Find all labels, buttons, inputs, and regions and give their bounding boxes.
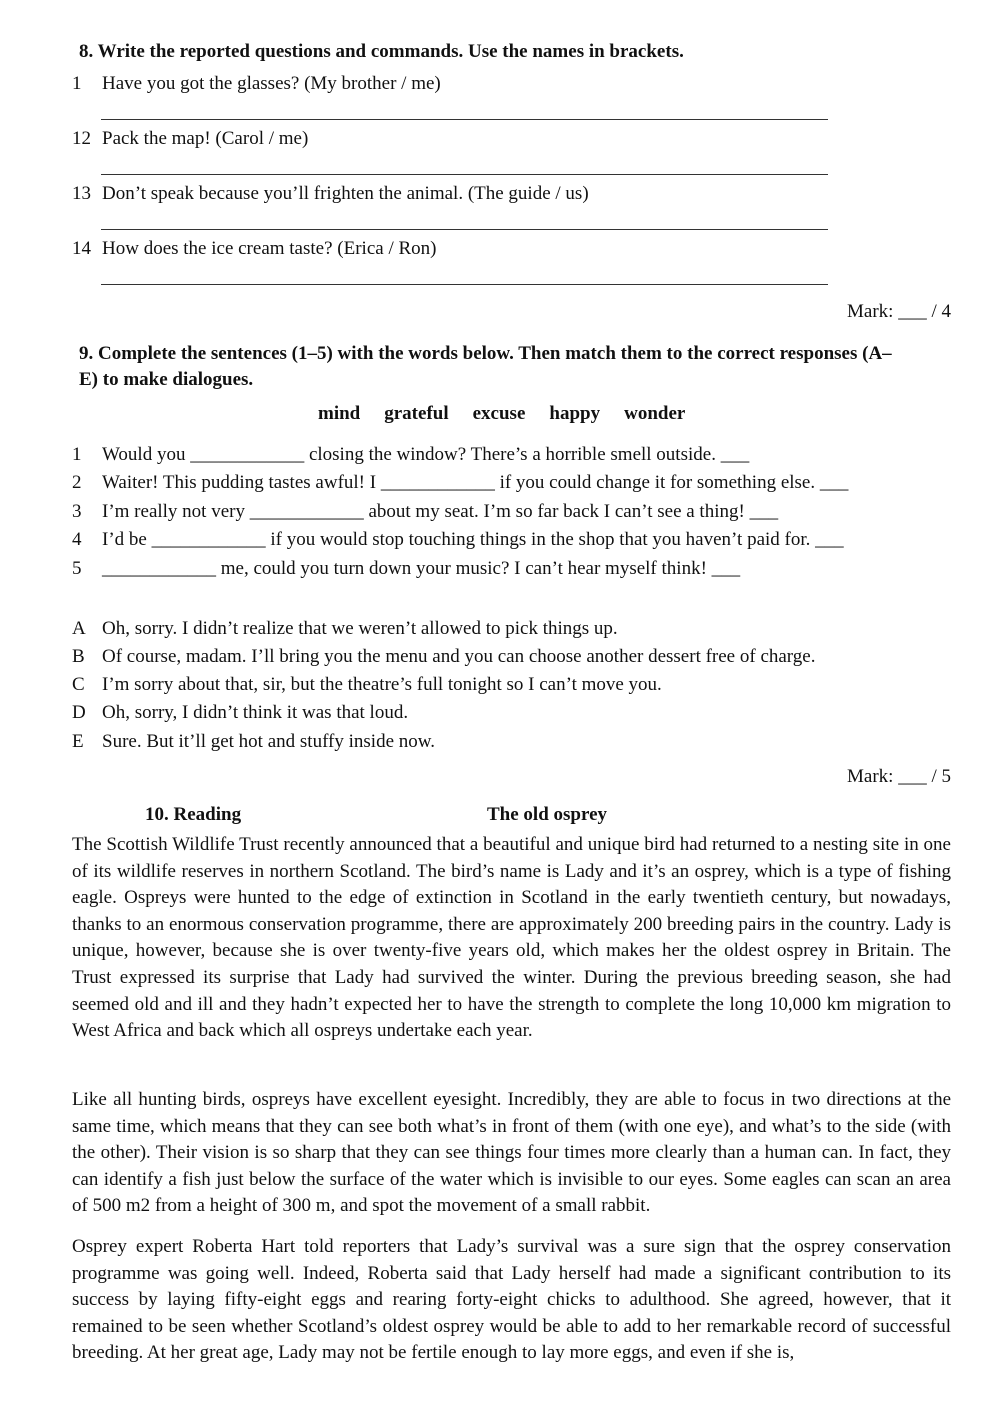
section9-heading-line2: E) to make dialogues. xyxy=(79,369,254,390)
response-letter: B xyxy=(72,646,85,667)
answer-line[interactable] xyxy=(101,119,828,120)
section9-mark: Mark: ___ / 5 xyxy=(847,766,951,787)
sentence-number: 2 xyxy=(72,472,82,493)
answer-line[interactable] xyxy=(101,284,828,285)
item-number: 14 xyxy=(72,238,91,259)
response-letter: D xyxy=(72,702,86,723)
word-bank-item: mind xyxy=(318,403,361,424)
word-bank-item: excuse xyxy=(472,403,526,424)
sentence-number: 4 xyxy=(72,529,82,550)
sentence-number: 3 xyxy=(72,501,82,522)
item-text: Pack the map! (Carol / me) xyxy=(102,128,309,149)
reading-title: The old osprey xyxy=(487,804,608,825)
section10-heading: 10. Reading xyxy=(145,804,242,825)
section8-heading: 8. Write the reported questions and commands. Use the names in brackets. xyxy=(79,41,684,62)
word-bank-item: grateful xyxy=(384,403,449,424)
item-number: 12 xyxy=(72,128,91,149)
word-bank-item: happy xyxy=(549,403,601,424)
sentence-number: 5 xyxy=(72,558,82,579)
item-number: 1 xyxy=(72,73,82,94)
sentence-number: 1 xyxy=(72,444,82,465)
response-letter: A xyxy=(72,618,86,639)
item-number: 13 xyxy=(72,183,91,204)
response-text: Of course, madam. I’ll bring you the menu and you can choose another dessert free of charge. xyxy=(102,646,816,667)
reading-paragraph: Like all hunting birds, ospreys have excellent eyesight. Incredibly, they are able to focus in two directions at the same time, which means that they can see both what’s in front of them (with one eye), and what’s to the side (with the other). Their vision is so sharp that they can see things four times more clearly than a human can. In fact, they can identify a fish just below the surface of the water which is invisible to our eyes. Some eagles can scan an area of 500 m2 from a height of 300 m, and spot the movement of a small rabbit. xyxy=(72,1089,951,1217)
item-text: Have you got the glasses? (My brother / me) xyxy=(102,73,441,94)
sentence-text[interactable]: Would you ____________ closing the window? There’s a horrible smell outside. ___ xyxy=(102,444,750,465)
item-text: Don’t speak because you’ll frighten the animal. (The guide / us) xyxy=(102,183,589,204)
response-text: I’m sorry about that, sir, but the theatre’s full tonight so I can’t move you. xyxy=(102,674,662,695)
word-bank-item: wonder xyxy=(624,403,686,424)
word-bank xyxy=(318,400,685,427)
item-text: How does the ice cream taste? (Erica / Ron) xyxy=(102,238,437,259)
reading-paragraph: Osprey expert Roberta Hart told reporters that Lady’s survival was a sure sign that the osprey conservation programme was going well. Indeed, Roberta said that Lady herself had made a significant contribution to its success by laying fifty-eight eggs and rearing forty-eight chicks to adulthood. She agreed, however, that it remained to be seen whether Scotland’s oldest osprey would be able to add to her remarkable record of successful breeding. At her great age, Lady may not be fertile enough to lay more eggs, and even if she is, xyxy=(72,1236,951,1364)
answer-line[interactable] xyxy=(101,229,828,230)
section9-heading-line1: 9. Complete the sentences (1–5) with the words below. Then match them to the correct responses (A– xyxy=(79,343,892,364)
response-text: Sure. But it’ll get hot and stuffy inside now. xyxy=(102,731,436,752)
section8-mark: Mark: ___ / 4 xyxy=(847,301,951,322)
answer-line[interactable] xyxy=(101,174,828,175)
reading-paragraph: The Scottish Wildlife Trust recently announced that a beautiful and unique bird had returned to a nesting site in one of its wildlife reserves in northern Scotland. The bird’s name is Lady and it’s an osprey, which is a type of fishing eagle. Ospreys were hunted to the edge of extinction in Scotland in the early twentieth century, but nowadays, thanks to an enormous conservation programme, there are approximately 200 breeding pairs in the country. Lady is unique, however, because she is over twenty-five years old, which makes her the oldest osprey in Britain. The Trust expressed its surprise that Lady had survived the winter. During the previous breeding season, she had seemed old and ill and they hadn’t expected her to have the strength to complete the long 10,000 km migration to West Africa and back which all ospreys undertake each year. xyxy=(72,834,951,1042)
sentence-text[interactable]: ____________ me, could you turn down your music? I can’t hear myself think! ___ xyxy=(102,558,741,579)
sentence-text[interactable]: I’m really not very ____________ about my seat. I’m so far back I can’t see a thing! ___ xyxy=(102,501,779,522)
response-text: Oh, sorry. I didn’t realize that we weren’t allowed to pick things up. xyxy=(102,618,618,639)
sentence-text[interactable]: Waiter! This pudding tastes awful! I ____________ if you could change it for something else. ___ xyxy=(102,472,849,493)
response-letter: C xyxy=(72,674,85,695)
response-letter: E xyxy=(72,731,84,752)
response-text: Oh, sorry, I didn’t think it was that loud. xyxy=(102,702,409,723)
sentence-text[interactable]: I’d be ____________ if you would stop touching things in the shop that you haven’t paid for. ___ xyxy=(102,529,844,550)
